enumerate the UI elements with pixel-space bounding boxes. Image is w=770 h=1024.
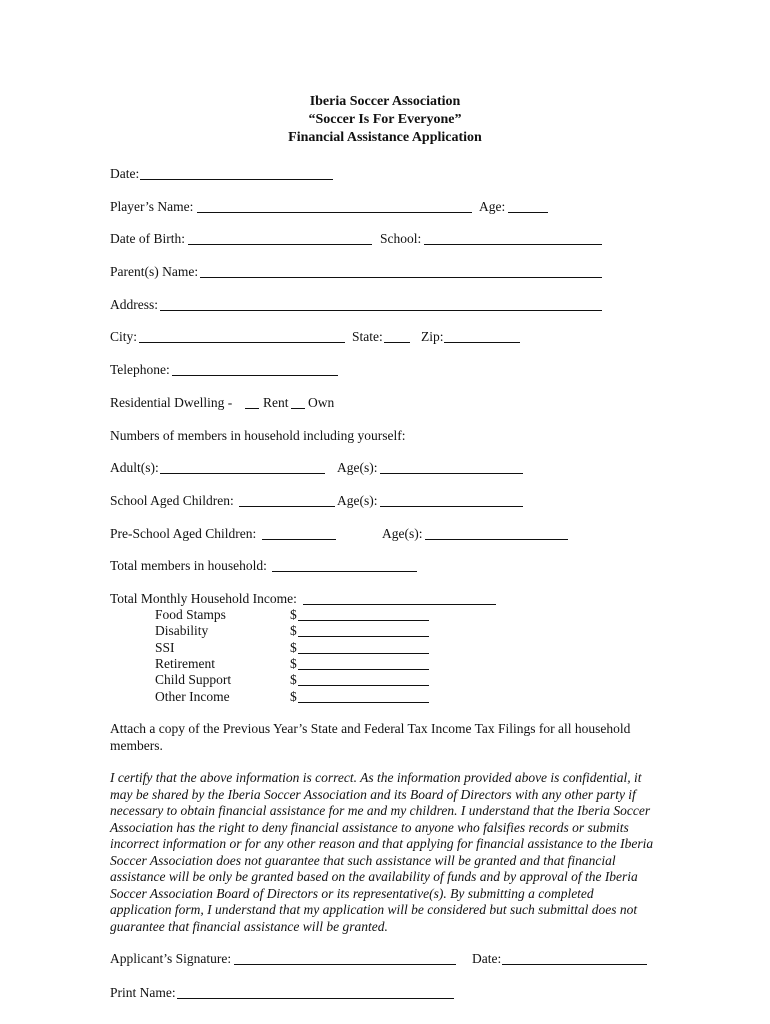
dob-label: Date of Birth:	[110, 231, 185, 246]
dollar-sign: $	[290, 623, 297, 638]
address-label: Address:	[110, 297, 158, 312]
total-members-label: Total members in household:	[110, 558, 267, 573]
attach-note: Attach a copy of the Previous Year’s State and Federal Tax Income Tax Filings for all household members.	[110, 721, 631, 753]
income-item-label: Food Stamps	[155, 607, 226, 622]
slogan: “Soccer Is For Everyone”	[308, 112, 462, 127]
state-field[interactable]	[384, 342, 410, 343]
date-label: Date:	[110, 166, 140, 181]
adults-ages-label: Age(s):	[337, 460, 378, 475]
player-name-label: Player’s Name:	[110, 199, 194, 214]
parent-name-field[interactable]	[200, 277, 602, 278]
org-name: Iberia Soccer Association	[309, 94, 461, 109]
certification-text: I certify that the above information is correct. As the information provided above is confidential, it may be shared by the Iberia Soccer Association and its Board of Directors with any other party if necessary to obtain financial assistance for me and my children. I understand that the Iberia Soccer Association has the right to deny financial assistance to anyone who falsifies records or submits incorrect information or for any other reason and that applying for financial assistance to the Iberia Soccer Association does not guarantee that such assistance will be granted and that financial assistance will be only be granted based on the availability of funds and by approval of the Iberia Soccer Association Board of Directors or its representative(s). By submitting a completed application form, I understand that my application will be considered but such submittal does not guarantee that financial assistance will be granted.	[110, 770, 654, 934]
age-label: Age:	[479, 199, 506, 214]
address-field[interactable]	[160, 310, 602, 311]
preschool-ages-field[interactable]	[425, 539, 568, 540]
signature-date-label: Date:	[472, 951, 502, 966]
household-intro: Numbers of members in household including yourself:	[110, 428, 406, 443]
applicant-signature-label: Applicant’s Signature:	[110, 951, 232, 966]
parent-name-label: Parent(s) Name:	[110, 264, 199, 279]
food-stamps-field[interactable]	[298, 620, 429, 621]
own-checkbox[interactable]	[291, 408, 305, 409]
income-item-label: Child Support	[155, 672, 232, 687]
dollar-sign: $	[290, 672, 297, 687]
adults-label: Adult(s):	[110, 460, 159, 475]
telephone-label: Telephone:	[110, 362, 170, 377]
city-field[interactable]	[139, 342, 345, 343]
zip-label: Zip:	[421, 329, 444, 344]
form-title: Financial Assistance Application	[288, 130, 482, 145]
income-item-label: Other Income	[155, 689, 230, 704]
school-children-ages-field[interactable]	[380, 506, 523, 507]
dollar-sign: $	[290, 656, 297, 671]
age-field[interactable]	[508, 212, 548, 213]
school-children-field[interactable]	[239, 506, 335, 507]
print-name-field[interactable]	[177, 998, 454, 999]
preschool-children-label: Pre-School Aged Children:	[110, 526, 257, 541]
rent-label: Rent	[263, 395, 289, 410]
school-label: School:	[380, 231, 422, 246]
adults-ages-field[interactable]	[380, 473, 523, 474]
income-item-label: Retirement	[155, 656, 215, 671]
ssi-field[interactable]	[298, 653, 429, 654]
school-field[interactable]	[424, 244, 602, 245]
dwelling-label: Residential Dwelling -	[110, 395, 233, 410]
dollar-sign: $	[290, 640, 297, 655]
preschool-children-field[interactable]	[262, 539, 336, 540]
city-label: City:	[110, 329, 138, 344]
income-item-label: SSI	[155, 640, 175, 655]
date-field[interactable]	[140, 179, 333, 180]
signature-date-field[interactable]	[502, 964, 647, 965]
dollar-sign: $	[290, 689, 297, 704]
player-name-field[interactable]	[197, 212, 472, 213]
telephone-field[interactable]	[172, 375, 338, 376]
applicant-signature-field[interactable]	[234, 964, 456, 965]
school-children-ages-label: Age(s):	[337, 493, 378, 508]
print-name-label: Print Name:	[110, 985, 176, 1000]
dob-field[interactable]	[188, 244, 372, 245]
total-income-label: Total Monthly Household Income:	[110, 591, 297, 606]
disability-field[interactable]	[298, 636, 429, 637]
preschool-ages-label: Age(s):	[382, 526, 423, 541]
rent-checkbox[interactable]	[245, 408, 259, 409]
zip-field[interactable]	[444, 342, 520, 343]
child-support-field[interactable]	[298, 685, 429, 686]
adults-field[interactable]	[160, 473, 325, 474]
total-income-field[interactable]	[303, 604, 496, 605]
school-children-label: School Aged Children:	[110, 493, 234, 508]
state-label: State:	[352, 329, 383, 344]
total-members-field[interactable]	[272, 571, 417, 572]
income-item-label: Disability	[155, 623, 209, 638]
own-label: Own	[308, 395, 335, 410]
retirement-field[interactable]	[298, 669, 429, 670]
dollar-sign: $	[290, 607, 297, 622]
other-income-field[interactable]	[298, 702, 429, 703]
